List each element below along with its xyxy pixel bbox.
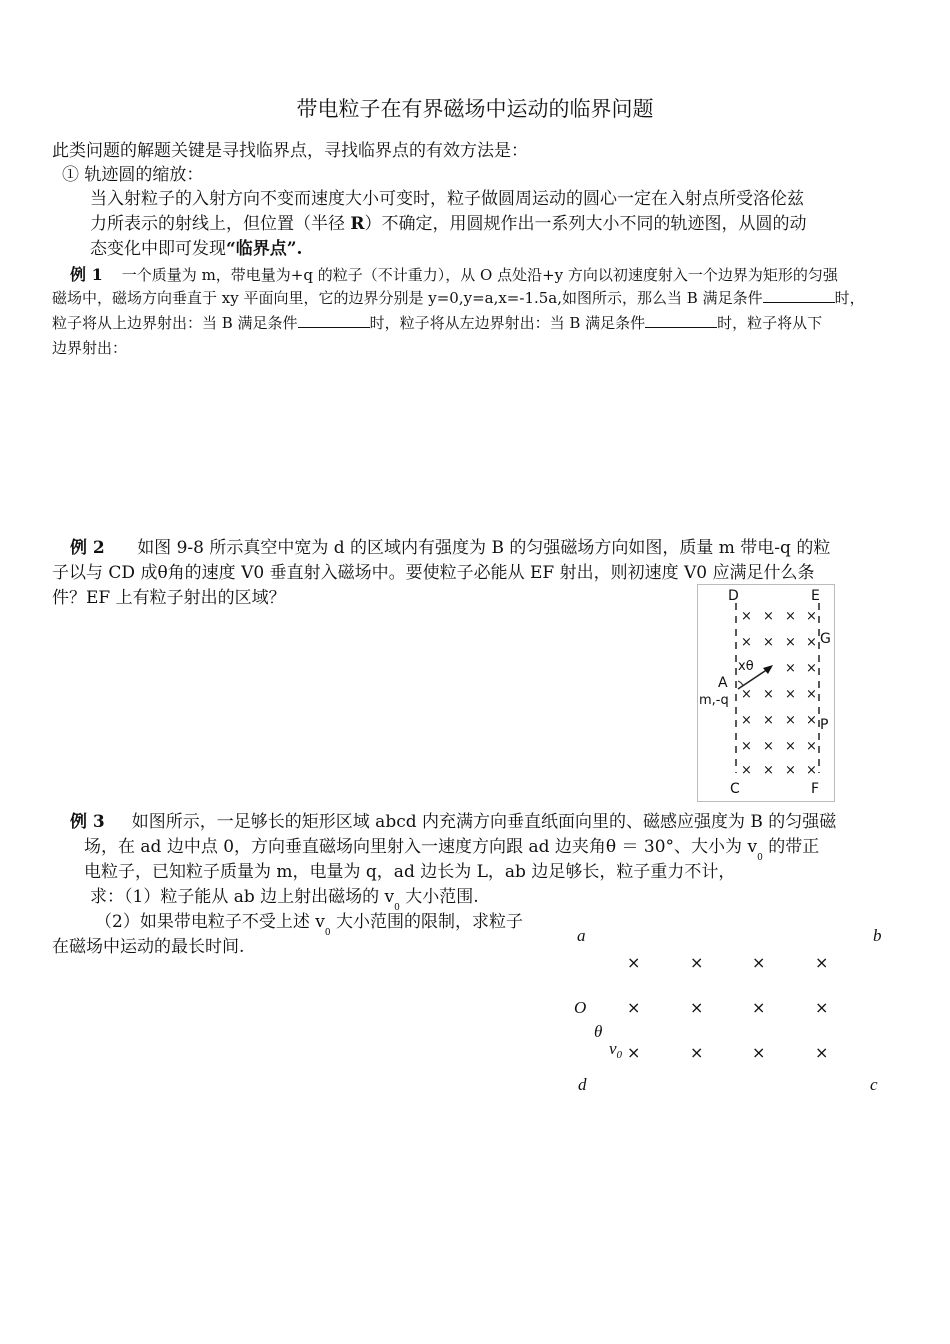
ex1-line1: 例 1 一个质量为 m，带电量为+q 的粒子（不计重力），从 O 点处沿+y 方向以初速度射入一个边界为矩形的匀强 <box>70 265 838 284</box>
label-A: A <box>718 675 728 691</box>
label-F: F <box>811 781 820 797</box>
ex2-line2: 子以与 CD 成θ角的速度 V0 垂直射入磁场中。要使粒子必能从 EF 射出，则初速度 V0 应满足什么条 <box>52 563 815 583</box>
cross: × <box>785 713 796 728</box>
cross: × <box>763 687 774 702</box>
ex2-line3: 件？EF 上有粒子射出的区域？ <box>52 588 286 608</box>
cross: × <box>627 1043 641 1062</box>
method1-line3: 态变化中即可发现“临界点”. <box>90 239 303 259</box>
cross: × <box>785 609 796 624</box>
cross: × <box>741 609 752 624</box>
method1-line2: 力所表示的射线上，但位置（半径 R）不确定，用圆规作出一系列大小不同的轨迹图，从圆的动 <box>90 214 807 234</box>
cross: × <box>806 609 817 624</box>
label-v0: $v_0$ <box>609 1039 623 1061</box>
ex1-line2: 磁场中，磁场方向垂直于 xy 平面向里，它的边界分别是 y=0,y=a,x=-1.5a,如图所示，那么当 B 满足条件 时， <box>52 289 865 307</box>
cross: × <box>627 998 641 1017</box>
cross: × <box>763 739 774 754</box>
label-P: P <box>820 717 829 733</box>
cross: × <box>741 739 752 754</box>
label-b: b <box>873 926 882 945</box>
label-d: d <box>578 1075 587 1094</box>
figure-9-8 <box>697 584 835 802</box>
cross: × <box>690 998 704 1017</box>
label-D: D <box>728 588 739 604</box>
cross: × <box>690 1043 704 1062</box>
cross: × <box>690 953 704 972</box>
cross: × <box>752 1043 766 1062</box>
page-title: 带电粒子在有界磁场中运动的临界问题 <box>296 97 654 121</box>
ex1-label: 例 1 <box>70 265 103 284</box>
cross: × <box>763 609 774 624</box>
cross: × <box>741 687 752 702</box>
ex3-label: 例 3 <box>70 812 105 832</box>
ex3-q2-cont: 在磁场中运动的最长时间. <box>52 937 245 957</box>
label-mq: m,-q <box>699 693 729 708</box>
cross: × <box>741 635 752 650</box>
cross: × <box>752 953 766 972</box>
cross: × <box>815 1043 829 1062</box>
cross: × <box>763 635 774 650</box>
label-a: a <box>577 926 586 945</box>
blank-2 <box>298 313 370 328</box>
cross: × <box>785 661 796 676</box>
cross: × <box>785 763 796 778</box>
label-theta: xθ <box>738 659 754 674</box>
cross: × <box>806 739 817 754</box>
cross: × <box>815 953 829 972</box>
method1-heading <box>62 160 203 185</box>
ex3-q1: 求：（1）粒子能从 ab 边上射出磁场的 $v_0$ 大小范围. <box>90 887 479 913</box>
ex3-line1: 例 3 如图所示，一足够长的矩形区域 abcd 内充满方向垂直纸面向里的、磁感应强度为 B 的匀强磁 <box>70 812 837 832</box>
cross: × <box>785 687 796 702</box>
cross: × <box>627 953 641 972</box>
ex2-label: 例 2 <box>70 538 105 558</box>
cross: × <box>785 739 796 754</box>
cross: × <box>806 635 817 650</box>
ex1-line4: 边界射出： <box>52 339 128 357</box>
label-c: c <box>870 1075 878 1094</box>
cross: × <box>763 763 774 778</box>
cross: × <box>741 763 752 778</box>
label-C: C <box>730 781 740 797</box>
ex2-line1: 例 2 如图 9-8 所示真空中宽为 d 的区域内有强度为 B 的匀强磁场方向如图，质量 m 带电-q 的粒 <box>70 538 831 558</box>
cross: × <box>752 998 766 1017</box>
label-E: E <box>811 588 820 604</box>
cross: × <box>806 661 817 676</box>
cross: × <box>785 635 796 650</box>
cross: × <box>815 998 829 1017</box>
method1-number: ① <box>62 165 79 185</box>
ex3-line2: 场，在 ad 边中点 0，方向垂直磁场向里射入一速度方向跟 ad 边夹角θ ＝ 30°、大小为 $v_0$ 的带正 <box>84 837 820 863</box>
cross: × <box>806 687 817 702</box>
label-theta: θ <box>594 1022 603 1041</box>
label-G: G <box>820 631 831 647</box>
intro-text: 此类问题的解题关键是寻找临界点，寻找临界点的有效方法是： <box>52 141 528 161</box>
blank-3 <box>645 313 717 328</box>
cross: × <box>741 713 752 728</box>
label-O: O <box>574 998 587 1017</box>
cross: × <box>806 713 817 728</box>
method1-line1: 当入射粒子的入射方向不变而速度大小可变时，粒子做圆周运动的圆心一定在入射点所受洛伦兹 <box>90 189 804 209</box>
cross: × <box>806 763 817 778</box>
ex3-line3: 电粒子，已知粒子质量为 m，电量为 q，ad 边长为 L，ab 边足够长，粒子重力不计， <box>84 862 736 882</box>
ex1-line3: 粒子将从上边界射出：当 B 满足条件 时，粒子将从左边界射出：当 B 满足条件 时，粒子将从下 <box>52 314 823 332</box>
method1-title: 轨迹圆的缩放： <box>84 165 204 185</box>
blank-1 <box>763 288 835 303</box>
cross: × <box>763 713 774 728</box>
ex3-q2: （2）如果带电粒子不受上述 $v_0$ 大小范围的限制，求粒子 <box>95 912 523 938</box>
